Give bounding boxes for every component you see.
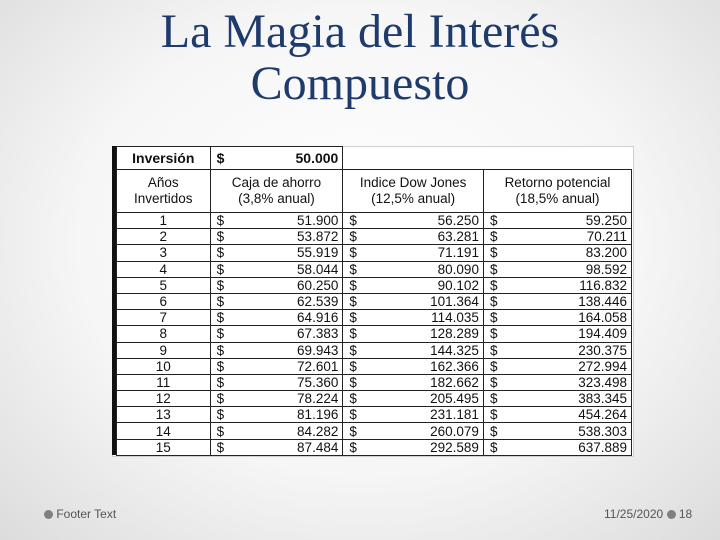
potential-currency: $: [483, 245, 507, 261]
savings-currency: $: [210, 310, 234, 326]
year-cell: 2: [117, 229, 211, 245]
savings-value: 55.919: [234, 245, 343, 261]
compound-interest-table: [116, 146, 632, 456]
dow-value: 114.035: [367, 310, 484, 326]
potential-currency: $: [483, 374, 507, 390]
potential-currency: $: [483, 310, 507, 326]
dow-value: 80.090: [367, 261, 484, 277]
savings-currency: $: [210, 374, 234, 390]
potential-currency: $: [483, 213, 507, 229]
dow-value: 63.281: [367, 229, 484, 245]
dow-currency: $: [343, 358, 367, 374]
dow-value: 128.289: [367, 326, 484, 342]
savings-value: 67.383: [234, 326, 343, 342]
potential-currency: $: [483, 342, 507, 358]
potential-currency: $: [483, 261, 507, 277]
year-cell: 6: [117, 293, 211, 309]
savings-value: 64.916: [234, 310, 343, 326]
investment-row-empty: [343, 147, 632, 170]
year-cell: 10: [117, 358, 211, 374]
potential-value: 272.994: [507, 358, 631, 374]
potential-value: 59.250: [507, 213, 631, 229]
savings-currency: $: [210, 261, 234, 277]
dow-currency: $: [343, 326, 367, 342]
dow-value: 260.079: [367, 423, 484, 439]
dow-value: 90.102: [367, 277, 484, 293]
slide-title-line-1: La Magia del Interés: [160, 5, 560, 58]
year-cell: 7: [117, 310, 211, 326]
table-row: [117, 407, 632, 423]
savings-currency: $: [210, 245, 234, 261]
table-row: [117, 423, 632, 439]
savings-value: 58.044: [234, 261, 343, 277]
dow-value: 205.495: [367, 391, 484, 407]
savings-value: 62.539: [234, 293, 343, 309]
savings-value: 87.484: [234, 439, 343, 455]
header-potential: [483, 170, 631, 213]
header-savings-line1: Caja de ahorro: [231, 175, 322, 190]
potential-currency: $: [483, 423, 507, 439]
table-row: [117, 261, 632, 277]
dow-currency: $: [343, 391, 367, 407]
year-cell: 12: [117, 391, 211, 407]
savings-currency: $: [210, 213, 234, 229]
potential-currency: $: [483, 229, 507, 245]
table-row: [117, 358, 632, 374]
dow-value: 231.181: [367, 407, 484, 423]
potential-currency: $: [483, 439, 507, 455]
potential-value: 138.446: [507, 293, 631, 309]
year-cell: 13: [117, 407, 211, 423]
page-number: 18: [678, 507, 693, 521]
dow-currency: $: [343, 374, 367, 390]
header-dow-line2: (12,5% anual): [371, 191, 456, 206]
year-cell: 3: [117, 245, 211, 261]
savings-value: 69.943: [234, 342, 343, 358]
dow-currency: $: [343, 261, 367, 277]
footer-bullet-icon: [44, 510, 53, 519]
dow-currency: $: [343, 229, 367, 245]
potential-value: 323.498: [507, 374, 631, 390]
dow-currency: $: [343, 439, 367, 455]
investment-amount: 50.000: [234, 147, 343, 170]
potential-currency: $: [483, 293, 507, 309]
header-potential-line2: (18,5% anual): [515, 191, 600, 206]
table-row: [117, 213, 632, 229]
header-row: [117, 170, 632, 213]
table-row: [117, 326, 632, 342]
header-savings-line2: (3,8% anual): [238, 191, 315, 206]
potential-currency: $: [483, 407, 507, 423]
header-potential-line1: Retorno potencial: [504, 175, 611, 190]
investment-currency: $: [210, 147, 234, 170]
potential-value: 98.592: [507, 261, 631, 277]
footer-right: [604, 507, 692, 521]
investment-label: Inversión: [117, 147, 211, 170]
potential-value: 70.211: [507, 229, 631, 245]
potential-value: 230.375: [507, 342, 631, 358]
year-cell: 1: [117, 213, 211, 229]
dow-value: 71.191: [367, 245, 484, 261]
dow-value: 182.662: [367, 374, 484, 390]
slide-title: [0, 6, 720, 110]
header-dow: [343, 170, 484, 213]
savings-value: 75.360: [234, 374, 343, 390]
year-cell: 9: [117, 342, 211, 358]
savings-value: 51.900: [234, 213, 343, 229]
year-cell: 14: [117, 423, 211, 439]
dow-value: 144.325: [367, 342, 484, 358]
header-savings: [210, 170, 343, 213]
footer-separator-icon: [667, 510, 676, 519]
table-row: [117, 245, 632, 261]
dow-value: 292.589: [367, 439, 484, 455]
dow-currency: $: [343, 310, 367, 326]
dow-value: 56.250: [367, 213, 484, 229]
header-years-line2: Invertidos: [134, 191, 193, 206]
footer-date: 11/25/2020: [604, 507, 664, 521]
table-row: [117, 229, 632, 245]
savings-value: 72.601: [234, 358, 343, 374]
potential-value: 383.345: [507, 391, 631, 407]
year-cell: 4: [117, 261, 211, 277]
savings-currency: $: [210, 342, 234, 358]
dow-currency: $: [343, 213, 367, 229]
savings-currency: $: [210, 439, 234, 455]
savings-currency: $: [210, 277, 234, 293]
savings-currency: $: [210, 423, 234, 439]
potential-value: 538.303: [507, 423, 631, 439]
dow-currency: $: [343, 407, 367, 423]
dow-currency: $: [343, 277, 367, 293]
table-row: [117, 310, 632, 326]
potential-value: 83.200: [507, 245, 631, 261]
dow-value: 162.366: [367, 358, 484, 374]
savings-currency: $: [210, 391, 234, 407]
table-row: [117, 342, 632, 358]
table-row: [117, 391, 632, 407]
savings-currency: $: [210, 407, 234, 423]
dow-value: 101.364: [367, 293, 484, 309]
slide-title-line-2: Compuesto: [250, 57, 470, 110]
savings-currency: $: [210, 326, 234, 342]
investment-row: [117, 147, 632, 170]
potential-currency: $: [483, 277, 507, 293]
potential-value: 454.264: [507, 407, 631, 423]
potential-value: 116.832: [507, 277, 631, 293]
potential-currency: $: [483, 358, 507, 374]
dow-currency: $: [343, 245, 367, 261]
header-years-line1: Años: [147, 175, 179, 190]
savings-currency: $: [210, 358, 234, 374]
dow-currency: $: [343, 293, 367, 309]
savings-value: 78.224: [234, 391, 343, 407]
savings-value: 53.872: [234, 229, 343, 245]
potential-currency: $: [483, 326, 507, 342]
savings-value: 84.282: [234, 423, 343, 439]
year-cell: 15: [117, 439, 211, 455]
savings-value: 60.250: [234, 277, 343, 293]
savings-value: 81.196: [234, 407, 343, 423]
year-cell: 5: [117, 277, 211, 293]
dow-currency: $: [343, 423, 367, 439]
savings-currency: $: [210, 293, 234, 309]
potential-value: 164.058: [507, 310, 631, 326]
potential-value: 637.889: [507, 439, 631, 455]
header-years: [117, 170, 211, 213]
footer-text: Footer Text: [56, 507, 117, 521]
table-row: [117, 374, 632, 390]
dow-currency: $: [343, 342, 367, 358]
table-row: [117, 277, 632, 293]
savings-currency: $: [210, 229, 234, 245]
footer-left: [44, 507, 116, 521]
table-row: [117, 293, 632, 309]
potential-currency: $: [483, 391, 507, 407]
potential-value: 194.409: [507, 326, 631, 342]
year-cell: 11: [117, 374, 211, 390]
year-cell: 8: [117, 326, 211, 342]
header-dow-line1: Indice Dow Jones: [359, 175, 467, 190]
table-row: [117, 439, 632, 455]
